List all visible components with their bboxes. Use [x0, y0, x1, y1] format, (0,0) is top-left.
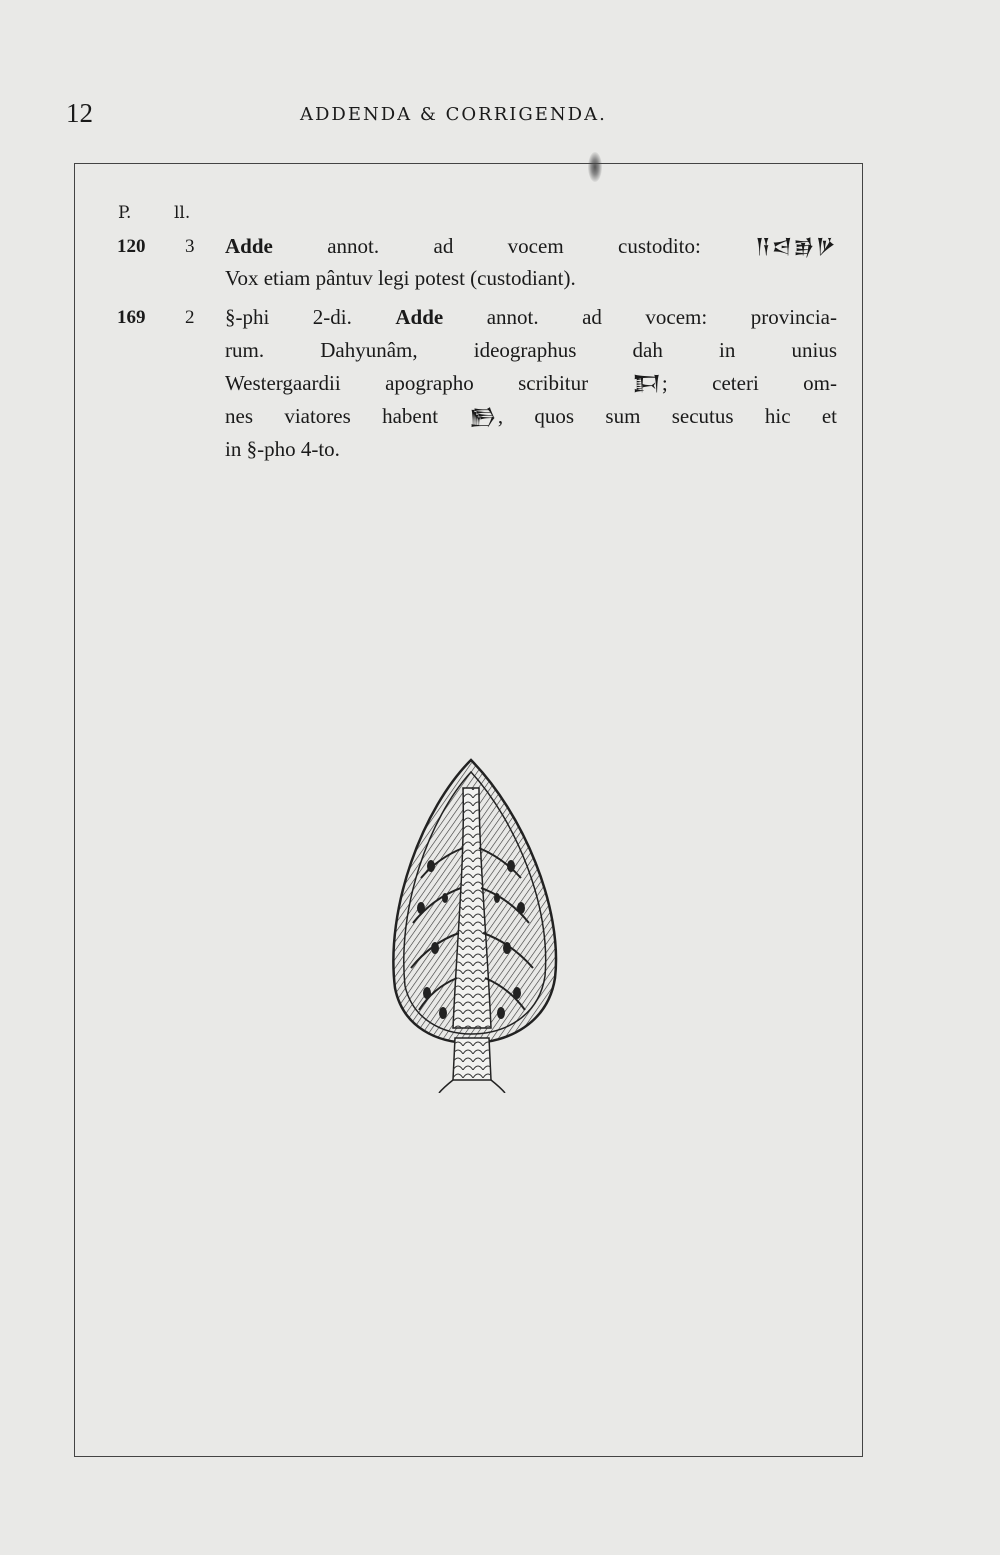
adde-label: Adde	[225, 234, 273, 258]
column-head-line: ll.	[174, 203, 191, 223]
entry-text: §-phi 2-di.	[225, 305, 396, 329]
adde-label: Adde	[395, 305, 444, 329]
entry-text: nes viatores habent	[225, 404, 470, 428]
entry-page-number: 120	[117, 236, 146, 257]
entry-text: , quos sum secutus hic et	[497, 404, 837, 428]
cuneiform-sign: 𒁖	[469, 404, 498, 428]
entry-text-line	[225, 433, 837, 465]
running-head: ADDENDA & CORRIGENDA.	[300, 104, 607, 125]
entry-text-line	[225, 262, 837, 294]
entry-text-line	[225, 400, 837, 432]
entry-text: Westergaardii apographo scribitur	[225, 371, 633, 395]
entry-text-line	[225, 301, 837, 333]
entry-text: ; ceteri om-	[661, 371, 837, 395]
entry-text: annot. ad vocem: provincia-	[443, 305, 837, 329]
entry-text-line	[225, 367, 837, 399]
entry-line-number: 2	[185, 307, 195, 328]
cuneiform-sign: 𒁕	[632, 371, 662, 395]
entry-page-number: 169	[117, 307, 146, 328]
entry-text: annot. ad vocem custodito:	[272, 234, 756, 258]
leaf-ornament-icon	[383, 758, 563, 1093]
entry-text: Vox etiam pântuv legi potest (custodiant).	[225, 266, 576, 290]
entry-text-line	[225, 230, 837, 262]
entry-text-line	[225, 334, 837, 366]
entry-line-number: 3	[185, 236, 195, 257]
column-head-page: P.	[118, 203, 132, 223]
cuneiform-word: 𒀀𒁀𒂊𒃻	[755, 234, 837, 258]
entry-text: rum. Dahyunâm, ideographus dah in unius	[225, 338, 837, 362]
page-number: 12	[66, 98, 93, 128]
entry-text: in §-pho 4-to.	[225, 437, 340, 461]
